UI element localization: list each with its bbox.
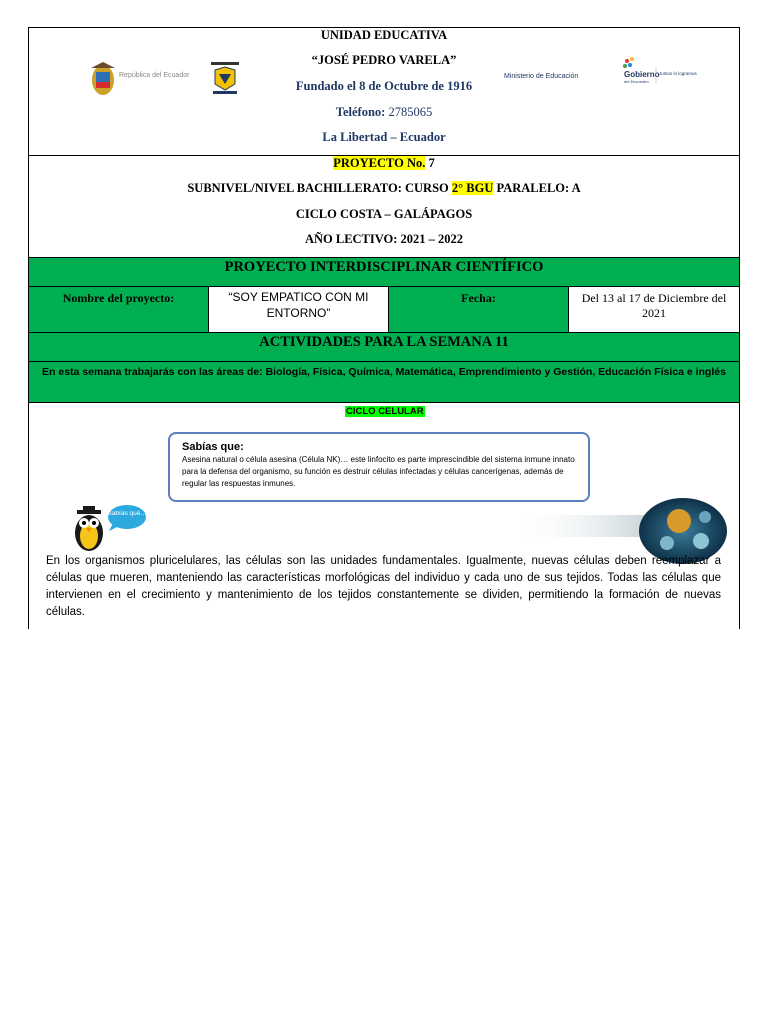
project-number: 7 (428, 156, 435, 170)
project-info (28, 156, 740, 258)
project-number-line (29, 156, 739, 171)
founded-text: Fundado el 8 de Octubre de 1916 (295, 79, 473, 93)
project-row (28, 287, 740, 333)
gobierno-logo (621, 55, 697, 85)
course-value: 2° BGU (451, 181, 494, 195)
project-name-label: Nombre del proyecto: (29, 287, 209, 332)
penguin-bubble-text: ¿Sabías qué…? (103, 510, 151, 517)
phone-value: 2785065 (388, 105, 433, 119)
ministry-logo: Ministerio de Educación (504, 73, 579, 80)
sabias-que-text: Asesina natural o célula asesina (Célula NK)… este linfocito es parte imprescindible del sistema inmune innato para la defensa del organismo, su función es destruir células infectadas y células cancerígenas, además de regular las respuestas inmunes. (182, 455, 575, 488)
school-logo (207, 58, 243, 96)
date-label: Fecha: (389, 287, 569, 332)
cycle-line: CICLO COSTA – GALÁPAGOS (295, 207, 473, 221)
areas-text: En esta semana trabajarás con las áreas de: Biología, Física, Química, Matemática, Emprendimiento y Gestión, Educación Física e inglés (28, 362, 740, 403)
level-prefix: SUBNIVEL/NIVEL BACHILLERATO: CURSO (187, 181, 449, 195)
school-header (28, 27, 740, 156)
topic-title: CICLO CELULAR (346, 406, 424, 417)
sabias-que-box (168, 432, 590, 502)
ecuador-coat-of-arms-logo (89, 60, 190, 100)
gobierno-logo-text: Gobierno (624, 70, 660, 79)
project-name-value: “SOY EMPATICO CON MI ENTORNO” (209, 287, 389, 332)
section-title: PROYECTO INTERDISCIPLINAR CIENTÍFICO (28, 258, 740, 287)
gobierno-logo-subtext: del Encuentro (624, 79, 649, 84)
penguin-mascot-icon (69, 503, 149, 553)
phone-label: Teléfono: (335, 105, 386, 119)
school-name: “JOSÉ PEDRO VARELA” (311, 53, 457, 67)
intro-paragraph: En los organismos pluricelulares, las células son las unidades fundamentales. Igualmente, nuevas células deben reemplazar a células que mueren, manteniendo las características morfológicas del individuo y cada uno de sus tejidos. Todas las células que intervienen en el crecimiento y mantenimiento de los tejidos constantemente se dividen, permitiendo la formación de nuevas células. (46, 555, 721, 618)
school-year-line: AÑO LECTIVO: 2021 – 2022 (304, 232, 464, 246)
activities-title: ACTIVIDADES PARA LA SEMANA 11 (28, 333, 740, 362)
paralelo-value: PARALELO: A (496, 181, 581, 195)
phone-line (29, 105, 739, 120)
gobierno-tagline: Juntos lo logramos (659, 71, 697, 76)
sabias-que-title: Sabías que: (182, 441, 244, 453)
ecuador-logo-text: República del Ecuador (119, 72, 190, 79)
content-section (28, 403, 740, 629)
project-label: PROYECTO No. (333, 156, 426, 170)
location-text: La Libertad – Ecuador (322, 130, 446, 144)
document (28, 27, 740, 629)
course-line (29, 181, 739, 196)
school-type: UNIDAD EDUCATIVA (320, 28, 448, 42)
date-value: Del 13 al 17 de Diciembre del 2021 (569, 287, 739, 332)
